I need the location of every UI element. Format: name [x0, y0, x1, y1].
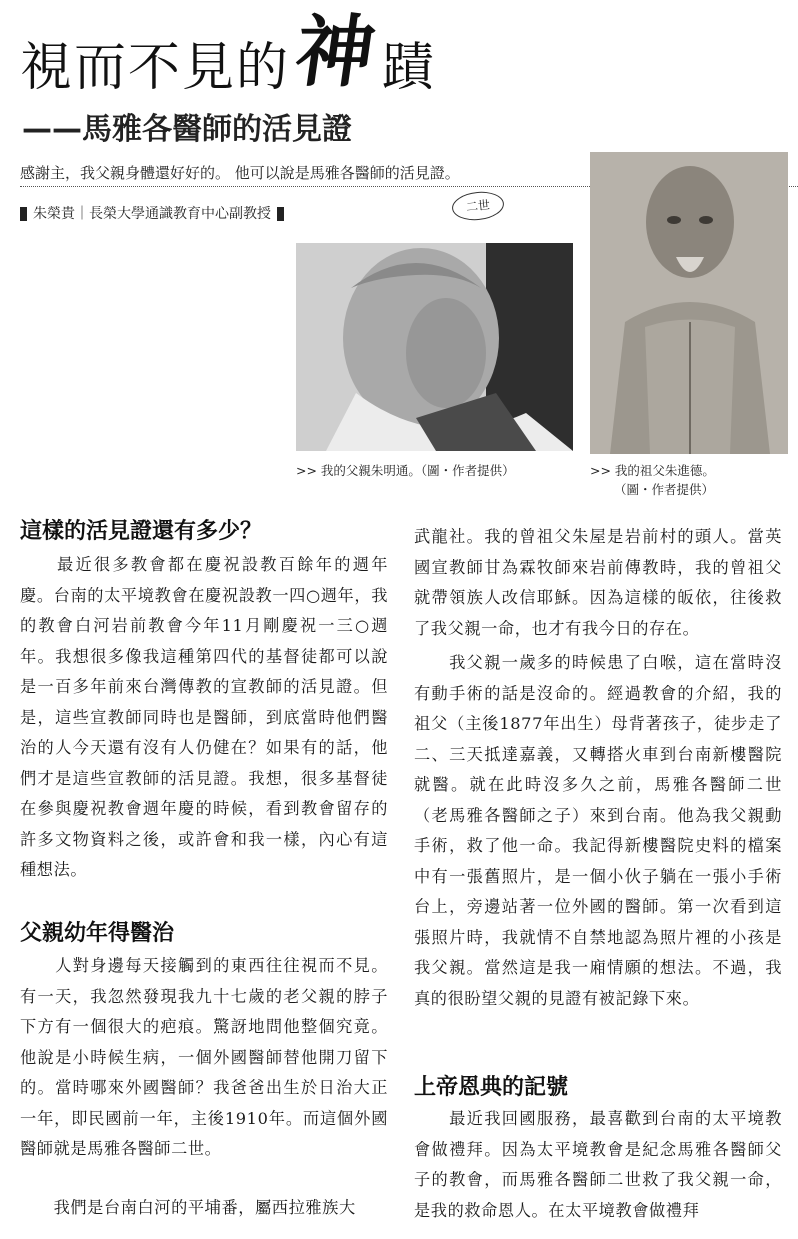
title-big-character: 神 — [289, 7, 383, 98]
section-3-paragraph: 最近我回國服務，最喜歡到台南的太平境教會做禮拜。因為太平境教會是紀念馬雅各醫師父子的教會，而馬雅各醫師二世救了我父親一命，是我的救命恩人。在太平境教會做禮拜 — [414, 1109, 782, 1220]
section-2-paragraph-3: 我父親一歲多的時候患了白喉，這在當時沒有動手術的話是沒命的。經過教會的介紹，我的祖父（主後1877年出生）母背著孩子，徒步走了二、三天抵達嘉義，又轉搭火車到台南新樓醫院就醫。就在此時沒多久之前，馬雅各醫師二世（老馬雅各醫師之子）來到台南。他為我父親動手術，救了他一命。我記得新樓醫院史料的檔案中有一張舊照片，是一個小伙子躺在一張小手術台上，旁邊站著一位外國的醫師。第一次看到這張照片時，我就情不自禁地認為照片裡的小孩是我父親。當然這是我一廂情願的想法。不過，我真的很盼望父親的見證有被記錄下來。 — [414, 653, 782, 1008]
lead-quote: 感謝主，我父親身體還好好的。 他可以說是馬雅各醫師的活見證。 — [20, 164, 460, 182]
title-suffix: 蹟 — [382, 38, 437, 98]
section-2-paragraph-2-continued: 武龍社。我的曾祖父朱屋是岩前村的頭人。當英國宣教師甘為霖牧師來岩前傳教時，我的曾祖父就帶領族人改信耶穌。因為這樣的皈依，往後救了我父親一命，也才有我今日的存在。 — [414, 527, 782, 638]
grandfather-photo-illustration — [590, 152, 788, 454]
article-title — [20, 7, 540, 108]
byline — [20, 204, 284, 224]
father-photo-illustration — [296, 243, 573, 451]
section-2-paragraph-2-start: 我們是台南白河的平埔番，屬西拉雅族大 — [20, 1198, 356, 1217]
byline-marker-right — [277, 207, 284, 221]
father-photo-caption: >> 我的父親朱明通。（圖・作者提供） — [296, 463, 515, 478]
section-heading-3: 上帝恩典的記號 — [414, 1075, 569, 1100]
title-prefix: 視而不見的 — [20, 38, 291, 98]
handwritten-note: 二世 — [451, 189, 506, 222]
father-photo — [296, 243, 573, 451]
section-1-paragraph: 最近很多教會都在慶祝設教百餘年的週年慶。台南的太平境教會在慶祝設教一四○週年，我的教會白河岩前教會今年11月剛慶祝一三○週年。我想很多像我這種第四代的基督徒都可以說是一百多年前來台灣傳教的宣教師的活見證。但是，這些宣教師同時也是醫師，到底當時他們醫治的人今天還有沒有人仍健在？如果有的話，他們才是這些宣教師的活見證。我想，很多基督徒在參與慶祝教會週年慶的時候，看到教會留存的許多文物資料之後，或許會和我一樣，內心有這種想法。 — [20, 555, 388, 879]
byline-marker-left — [20, 207, 27, 221]
article-subtitle: ——馬雅各醫師的活見證 — [22, 112, 352, 147]
section-heading-2: 父親幼年得醫治 — [20, 921, 175, 946]
grandfather-photo-caption: >> 我的祖父朱進德。 — [590, 463, 715, 478]
section-2-paragraph-1: 人對身邊每天接觸到的東西往往視而不見。有一天，我忽然發現我九十七歲的老父親的脖子下方有一個很大的疤痕。驚訝地問他整個究竟。他說是小時候生病，一個外國醫師替他開刀留下的。當時哪來外國醫師？我爸爸出生於日治大正一年，即民國前一年，主後1910年。而這個外國醫師就是馬雅各醫師二世。 — [20, 956, 388, 1158]
grandfather-photo — [590, 152, 788, 454]
section-heading-1: 這樣的活見證還有多少？ — [20, 519, 263, 544]
grandfather-photo-credit: （圖・作者提供） — [614, 482, 715, 497]
byline-text: 朱榮貴｜長榮大學通識教育中心副教授 — [33, 206, 271, 222]
